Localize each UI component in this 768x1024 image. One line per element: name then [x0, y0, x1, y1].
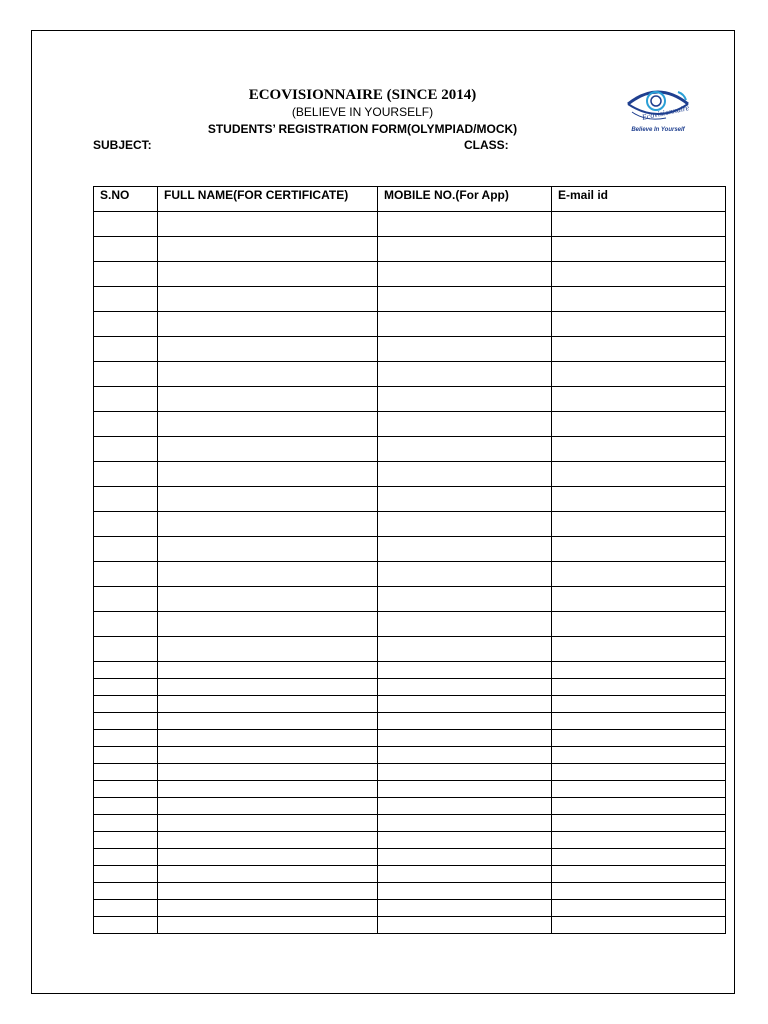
cell-mobile[interactable] — [378, 798, 552, 815]
cell-sno[interactable] — [94, 917, 158, 934]
cell-sno[interactable] — [94, 312, 158, 337]
table-row — [94, 387, 726, 412]
cell-full-name[interactable] — [158, 798, 378, 815]
cell-email[interactable] — [552, 696, 726, 713]
cell-sno[interactable] — [94, 798, 158, 815]
logo-text: Ecovisionnaire — [641, 103, 690, 122]
table-row — [94, 537, 726, 562]
cell-mobile[interactable] — [378, 781, 552, 798]
cell-sno[interactable] — [94, 487, 158, 512]
cell-sno[interactable] — [94, 212, 158, 237]
cell-sno[interactable] — [94, 730, 158, 747]
registration-table — [93, 186, 726, 934]
cell-full-name[interactable] — [158, 764, 378, 781]
form-title: STUDENTS’ REGISTRATION FORM(OLYMPIAD/MOCK) — [207, 122, 518, 136]
table-row — [94, 337, 726, 362]
cell-mobile[interactable] — [378, 562, 552, 587]
cell-email[interactable] — [552, 612, 726, 637]
cell-email[interactable] — [552, 412, 726, 437]
cell-sno[interactable] — [94, 262, 158, 287]
table-row — [94, 237, 726, 262]
table-row — [94, 815, 726, 832]
table-row — [94, 262, 726, 287]
cell-email[interactable] — [552, 537, 726, 562]
cell-mobile[interactable] — [378, 917, 552, 934]
cell-sno[interactable] — [94, 662, 158, 679]
cell-mobile[interactable] — [378, 487, 552, 512]
cell-email[interactable] — [552, 866, 726, 883]
cell-full-name[interactable] — [158, 730, 378, 747]
cell-full-name[interactable] — [158, 487, 378, 512]
cell-email[interactable] — [552, 462, 726, 487]
cell-email[interactable] — [552, 730, 726, 747]
cell-mobile[interactable] — [378, 679, 552, 696]
cell-full-name[interactable] — [158, 696, 378, 713]
table-row — [94, 747, 726, 764]
cell-email[interactable] — [552, 287, 726, 312]
cell-sno[interactable] — [94, 562, 158, 587]
cell-full-name[interactable] — [158, 713, 378, 730]
cell-mobile[interactable] — [378, 287, 552, 312]
cell-email[interactable] — [552, 849, 726, 866]
org-title: ECOVISIONNAIRE (SINCE 2014) — [248, 87, 477, 103]
tagline: (BELIEVE IN YOURSELF) — [291, 105, 434, 119]
cell-email[interactable] — [552, 262, 726, 287]
table-row — [94, 764, 726, 781]
cell-email[interactable] — [552, 764, 726, 781]
table-row — [94, 362, 726, 387]
cell-full-name[interactable] — [158, 312, 378, 337]
cell-email[interactable] — [552, 237, 726, 262]
cell-sno[interactable] — [94, 587, 158, 612]
table-row — [94, 612, 726, 637]
table-row — [94, 781, 726, 798]
table-row — [94, 866, 726, 883]
cell-mobile[interactable] — [378, 512, 552, 537]
table-row — [94, 212, 726, 237]
table-row — [94, 487, 726, 512]
cell-mobile[interactable] — [378, 849, 552, 866]
cell-sno[interactable] — [94, 781, 158, 798]
cell-full-name[interactable] — [158, 587, 378, 612]
cell-email[interactable] — [552, 900, 726, 917]
cell-email[interactable] — [552, 587, 726, 612]
logo-slogan: Believe In Yourself — [631, 127, 685, 133]
table-row — [94, 312, 726, 337]
cell-mobile[interactable] — [378, 815, 552, 832]
table-row — [94, 798, 726, 815]
cell-mobile[interactable] — [378, 537, 552, 562]
cell-full-name[interactable] — [158, 883, 378, 900]
cell-sno[interactable] — [94, 815, 158, 832]
cell-full-name[interactable] — [158, 362, 378, 387]
cell-email[interactable] — [552, 815, 726, 832]
cell-sno[interactable] — [94, 612, 158, 637]
column-header-email: E-mail id — [552, 187, 726, 212]
cell-sno[interactable] — [94, 512, 158, 537]
cell-email[interactable] — [552, 917, 726, 934]
cell-full-name[interactable] — [158, 679, 378, 696]
cell-email[interactable] — [552, 387, 726, 412]
cell-email[interactable] — [552, 798, 726, 815]
cell-full-name[interactable] — [158, 849, 378, 866]
table-row — [94, 562, 726, 587]
table-row — [94, 287, 726, 312]
table-row — [94, 832, 726, 849]
cell-email[interactable] — [552, 437, 726, 462]
cell-full-name[interactable] — [158, 262, 378, 287]
table-row — [94, 883, 726, 900]
cell-full-name[interactable] — [158, 832, 378, 849]
cell-email[interactable] — [552, 487, 726, 512]
cell-full-name[interactable] — [158, 866, 378, 883]
cell-email[interactable] — [552, 832, 726, 849]
cell-email[interactable] — [552, 637, 726, 662]
cell-mobile[interactable] — [378, 437, 552, 462]
table-row — [94, 637, 726, 662]
cell-sno[interactable] — [94, 696, 158, 713]
cell-mobile[interactable] — [378, 212, 552, 237]
cell-email[interactable] — [552, 212, 726, 237]
cell-mobile[interactable] — [378, 730, 552, 747]
cell-full-name[interactable] — [158, 662, 378, 679]
table-row — [94, 900, 726, 917]
table-row — [94, 662, 726, 679]
table-row — [94, 679, 726, 696]
cell-full-name[interactable] — [158, 337, 378, 362]
cell-full-name[interactable] — [158, 287, 378, 312]
cell-sno[interactable] — [94, 362, 158, 387]
cell-full-name[interactable] — [158, 412, 378, 437]
table-row — [94, 412, 726, 437]
cell-full-name[interactable] — [158, 815, 378, 832]
cell-sno[interactable] — [94, 412, 158, 437]
cell-sno[interactable] — [94, 747, 158, 764]
cell-email[interactable] — [552, 337, 726, 362]
cell-full-name[interactable] — [158, 900, 378, 917]
cell-sno[interactable] — [94, 866, 158, 883]
cell-mobile[interactable] — [378, 637, 552, 662]
cell-email[interactable] — [552, 781, 726, 798]
cell-email[interactable] — [552, 679, 726, 696]
cell-sno[interactable] — [94, 832, 158, 849]
cell-mobile[interactable] — [378, 866, 552, 883]
column-header-full-name: FULL NAME(FOR CERTIFICATE) — [158, 187, 378, 212]
cell-mobile[interactable] — [378, 696, 552, 713]
cell-sno[interactable] — [94, 883, 158, 900]
cell-email[interactable] — [552, 562, 726, 587]
cell-email[interactable] — [552, 747, 726, 764]
cell-email[interactable] — [552, 883, 726, 900]
cell-full-name[interactable] — [158, 612, 378, 637]
subject-label: SUBJECT: — [93, 138, 152, 152]
cell-sno[interactable] — [94, 287, 158, 312]
cell-full-name[interactable] — [158, 747, 378, 764]
cell-full-name[interactable] — [158, 917, 378, 934]
table-row — [94, 462, 726, 487]
cell-sno[interactable] — [94, 713, 158, 730]
cell-mobile[interactable] — [378, 662, 552, 679]
cell-full-name[interactable] — [158, 637, 378, 662]
cell-full-name[interactable] — [158, 437, 378, 462]
cell-sno[interactable] — [94, 849, 158, 866]
cell-mobile[interactable] — [378, 362, 552, 387]
column-header-sno: S.NO — [94, 187, 158, 212]
cell-mobile[interactable] — [378, 312, 552, 337]
cell-sno[interactable] — [94, 337, 158, 362]
cell-sno[interactable] — [94, 679, 158, 696]
cell-email[interactable] — [552, 713, 726, 730]
cell-mobile[interactable] — [378, 262, 552, 287]
cell-sno[interactable] — [94, 237, 158, 262]
cell-mobile[interactable] — [378, 747, 552, 764]
eye-logo-icon — [622, 82, 694, 134]
cell-mobile[interactable] — [378, 900, 552, 917]
cell-sno[interactable] — [94, 387, 158, 412]
table-row — [94, 917, 726, 934]
class-label: CLASS: — [464, 138, 509, 152]
cell-full-name[interactable] — [158, 212, 378, 237]
cell-full-name[interactable] — [158, 237, 378, 262]
cell-email[interactable] — [552, 662, 726, 679]
cell-sno[interactable] — [94, 437, 158, 462]
cell-mobile[interactable] — [378, 387, 552, 412]
table-row — [94, 713, 726, 730]
cell-mobile[interactable] — [378, 713, 552, 730]
cell-email[interactable] — [552, 512, 726, 537]
cell-sno[interactable] — [94, 537, 158, 562]
cell-email[interactable] — [552, 362, 726, 387]
cell-mobile[interactable] — [378, 237, 552, 262]
cell-mobile[interactable] — [378, 412, 552, 437]
cell-full-name[interactable] — [158, 387, 378, 412]
cell-mobile[interactable] — [378, 337, 552, 362]
cell-full-name[interactable] — [158, 537, 378, 562]
cell-sno[interactable] — [94, 637, 158, 662]
cell-mobile[interactable] — [378, 587, 552, 612]
table-row — [94, 730, 726, 747]
cell-email[interactable] — [552, 312, 726, 337]
cell-mobile[interactable] — [378, 883, 552, 900]
table-row — [94, 512, 726, 537]
table-row — [94, 849, 726, 866]
cell-full-name[interactable] — [158, 512, 378, 537]
cell-mobile[interactable] — [378, 764, 552, 781]
cell-mobile[interactable] — [378, 832, 552, 849]
cell-mobile[interactable] — [378, 462, 552, 487]
cell-full-name[interactable] — [158, 562, 378, 587]
table-row — [94, 587, 726, 612]
table-row — [94, 437, 726, 462]
cell-mobile[interactable] — [378, 612, 552, 637]
cell-full-name[interactable] — [158, 781, 378, 798]
cell-sno[interactable] — [94, 900, 158, 917]
cell-sno[interactable] — [94, 764, 158, 781]
table-header-row — [94, 187, 726, 212]
table-row — [94, 696, 726, 713]
cell-full-name[interactable] — [158, 462, 378, 487]
cell-sno[interactable] — [94, 462, 158, 487]
table-body — [94, 212, 726, 934]
column-header-mobile: MOBILE NO.(For App) — [378, 187, 552, 212]
